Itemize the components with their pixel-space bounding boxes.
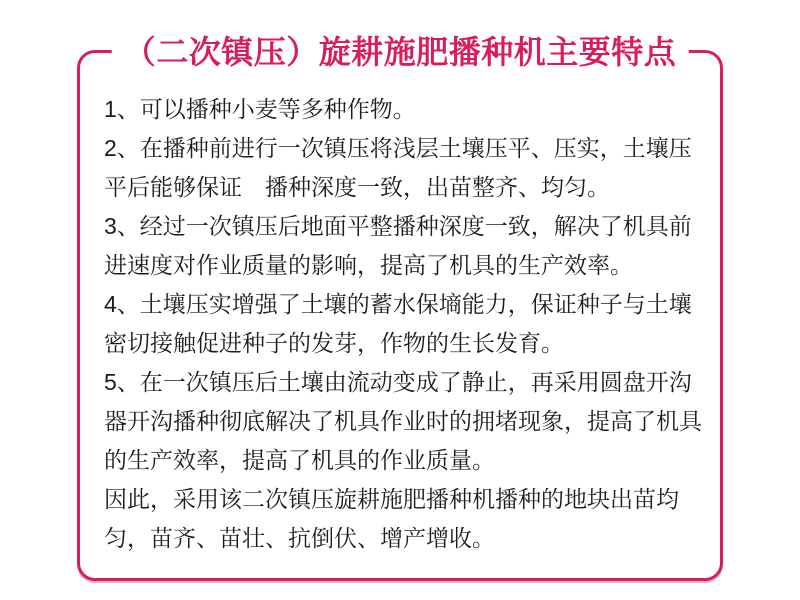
body-text-line: 5、在一次镇压后土壤由流动变成了静止，再采用圆盘开沟 <box>104 369 692 395</box>
body-text-line: 4、土壤压实增强了土壤的蓄水保墒能力，保证种子与土壤 <box>104 291 692 317</box>
body-text-line: 进速度对作业质量的影响，提高了机具的生产效率。 <box>104 252 633 278</box>
body-text-line: 器开沟播种彻底解决了机具作业时的拥堵现象，提高了机具 <box>104 408 702 434</box>
body-text-line: 匀，苗齐、苗壮、抗倒伏、增产增收。 <box>104 525 495 551</box>
body-text-line: 因此，采用该二次镇压旋耕施肥播种机播种的地块出苗均 <box>104 486 679 512</box>
body-text-line: 密切接触促进种子的发芽，作物的生长发育。 <box>104 330 564 356</box>
page-title: （二次镇压）旋耕施肥播种机主要特点 <box>112 30 689 74</box>
body-text-line: 3、经过一次镇压后地面平整播种深度一致，解决了机具前 <box>104 213 692 239</box>
body-text-line: 平后能够保证 播种深度一致，出苗整齐、均匀。 <box>104 174 610 200</box>
body-text <box>104 90 704 558</box>
body-text-line: 1、可以播种小麦等多种作物。 <box>104 96 416 122</box>
body-text-line: 2、在播种前进行一次镇压将浅层土壤压平、压实，土壤压 <box>104 135 692 161</box>
body-text-line: 的生产效率，提高了机具的作业质量。 <box>104 447 495 473</box>
